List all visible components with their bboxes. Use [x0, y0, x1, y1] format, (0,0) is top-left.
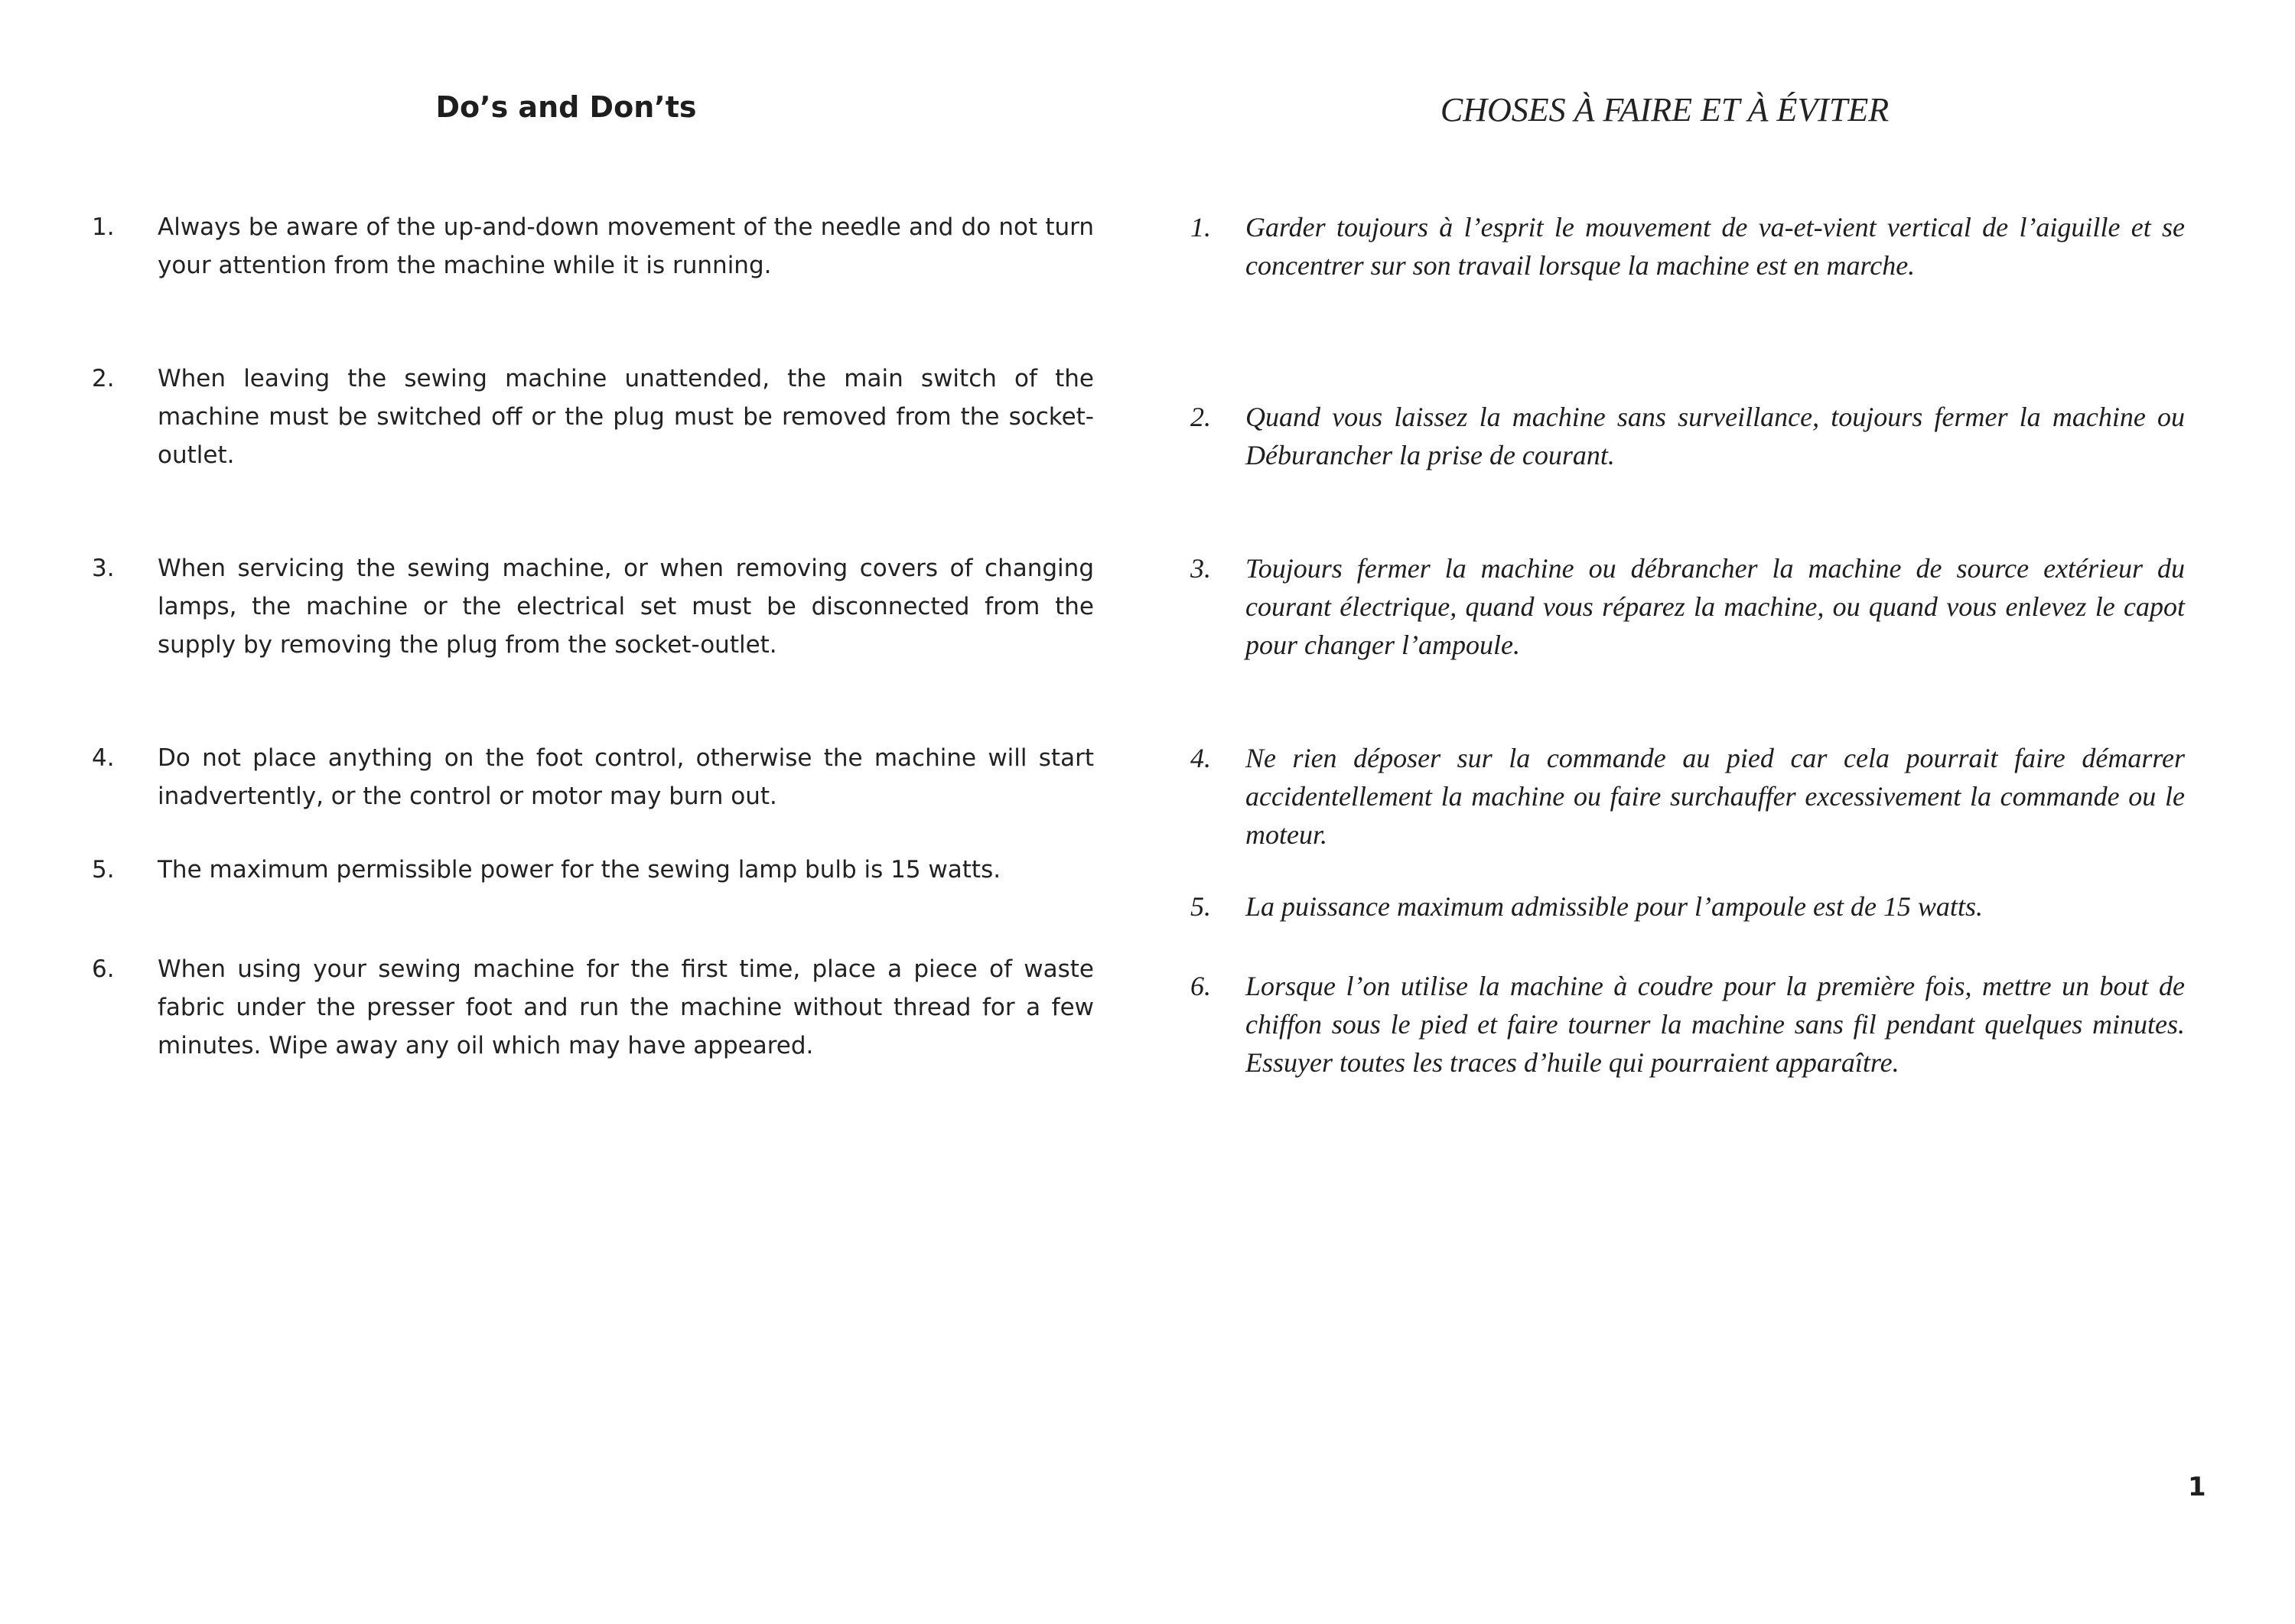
english-item-4 [92, 739, 1094, 815]
item-number: 4. [1190, 743, 1211, 773]
item-number: 2. [1190, 402, 1211, 432]
item-number: 5. [92, 856, 115, 884]
item-number: 3. [92, 555, 115, 582]
item-text: When leaving the sewing machine unattended, the main switch of the machine must be switched off or the plug must be removed from the socket-outlet. [158, 365, 1094, 469]
item-text: Lorsque l’on utilise la machine à coudre pour la première fois, mettre un bout de chiffon sous le pied et faire tourner la machine sans fil pendant quelques minutes. Essuyer toutes les traces d’huile qui pourraient apparaître. [1245, 971, 2185, 1078]
item-number: 6. [92, 955, 115, 983]
french-item-3 [1190, 549, 2185, 664]
item-text: Garder toujours à l’esprit le mouvement de va-et-vient vertical de l’aiguille et se concentrer sur son travail lorsque la machine est en marche. [1245, 212, 2185, 281]
french-item-6 [1190, 967, 2185, 1082]
item-number: 4. [92, 744, 115, 772]
english-item-5 [92, 851, 1094, 889]
english-item-2 [92, 360, 1094, 474]
item-text: When servicing the sewing machine, or when removing covers of changing lamps, the machine or the electrical set must be disconnected from the supply by removing the plug from the socket-outlet. [158, 555, 1094, 659]
item-text: Always be aware of the up-and-down movement of the needle and do not turn your attention from the machine while it is running. [158, 213, 1094, 279]
english-title: Do’s and Don’ts [435, 90, 697, 124]
item-number: 1. [1190, 212, 1211, 242]
item-number: 6. [1190, 971, 1211, 1001]
french-item-5 [1190, 887, 2185, 926]
french-item-4 [1190, 739, 2185, 854]
english-item-6 [92, 950, 1094, 1065]
item-text: Do not place anything on the foot control, otherwise the machine will start inadvertently, or the control or motor may burn out. [158, 744, 1094, 810]
item-text: The maximum permissible power for the sewing lamp bulb is 15 watts. [158, 856, 1001, 884]
french-title: CHOSES À FAIRE ET À ÉVITER [1440, 91, 1890, 129]
item-number: 2. [92, 365, 115, 392]
item-text: Quand vous laissez la machine sans surveillance, toujours fermer la machine ou Déburancher la prise de courant. [1245, 402, 2185, 470]
item-text: Toujours fermer la machine ou débrancher la machine de source extérieur du courant électrique, quand vous réparez la machine, ou quand vous enlevez le capot pour changer l’ampoule. [1245, 553, 2185, 660]
item-text: When using your sewing machine for the first time, place a piece of waste fabric under the presser foot and run the machine without thread for a few minutes. Wipe away any oil which may have appeared. [158, 955, 1094, 1059]
french-item-1 [1190, 208, 2185, 285]
item-number: 1. [92, 213, 115, 241]
english-item-3 [92, 549, 1094, 664]
french-item-2 [1190, 398, 2185, 474]
english-item-1 [92, 208, 1094, 285]
item-text: La puissance maximum admissible pour l’ampoule est de 15 watts. [1245, 891, 1983, 922]
item-text: Ne rien déposer sur la commande au pied car cela pourrait faire démarrer accidentellement la machine ou faire surchauffer excessivement la commande ou le moteur. [1245, 743, 2185, 850]
item-number: 5. [1190, 891, 1211, 922]
item-number: 3. [1190, 553, 1211, 584]
page-number: 1 [2188, 1472, 2206, 1502]
